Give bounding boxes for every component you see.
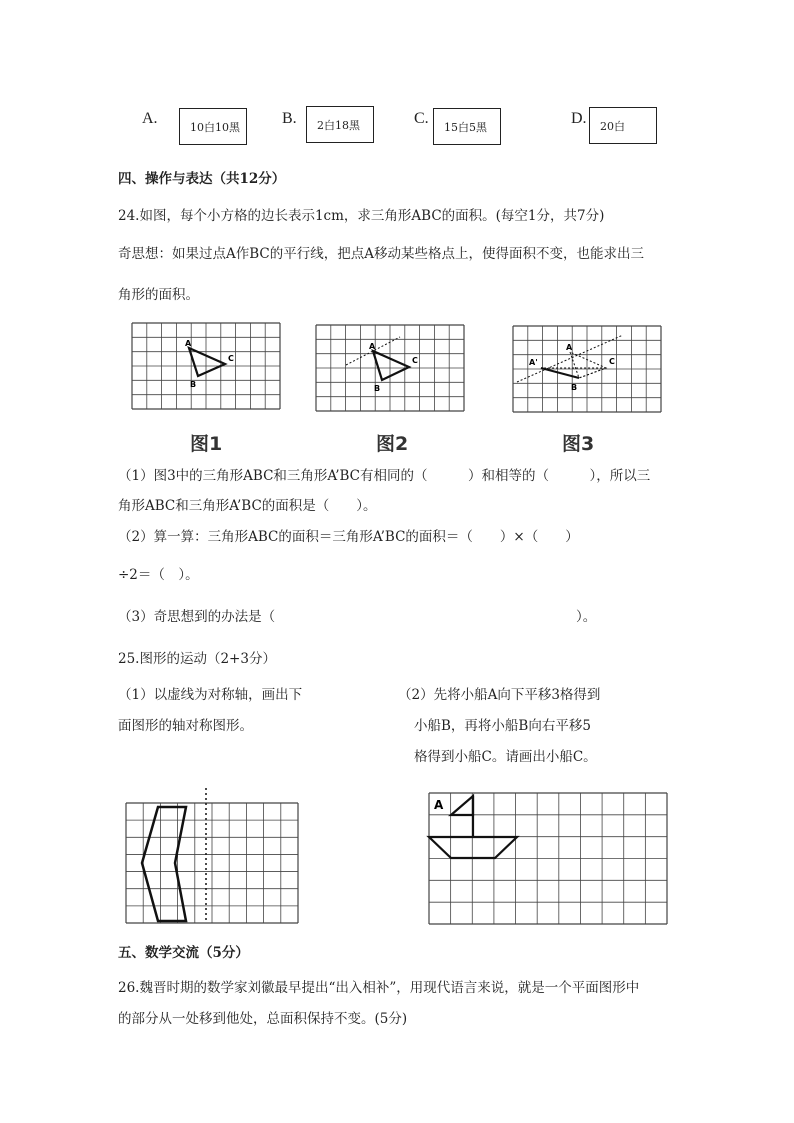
boat-a-hull bbox=[429, 837, 517, 858]
q25-part2-line1: （2）先将小船A向下平移3格得到 bbox=[398, 687, 601, 703]
boat-grid bbox=[429, 793, 667, 924]
option-b-text: 2白18黑 bbox=[317, 118, 360, 132]
option-d-text: 20白 bbox=[600, 119, 625, 133]
q25-part1-line1: （1）以虚线为对称轴，画出下 bbox=[118, 687, 303, 703]
option-a-letter: A. bbox=[142, 110, 158, 127]
q26-line1: 26.魏晋时期的数学家刘徽最早提出“出入相补”，用现代语言来说，就是一个平面图形中 bbox=[118, 980, 640, 996]
q24-sub1-line1: （1）图3中的三角形ABC和三角形A’BC有相同的（ ）和相等的（ ），所以三 bbox=[118, 468, 651, 484]
figure3-label-c: C bbox=[609, 357, 615, 366]
figure2-caption: 图2 bbox=[376, 433, 409, 455]
boat-a-label: A bbox=[434, 798, 444, 812]
figure2-triangle bbox=[373, 351, 409, 380]
figure1-label-a: A bbox=[185, 339, 192, 348]
option-b-letter: B. bbox=[282, 110, 297, 127]
option-b-box[interactable] bbox=[306, 106, 374, 143]
option-a-box[interactable] bbox=[179, 108, 247, 145]
figure2-label-c: C bbox=[412, 356, 418, 365]
option-d-letter: D. bbox=[571, 110, 587, 127]
figure1-label-b: B bbox=[190, 380, 197, 389]
option-c-text: 15白5黑 bbox=[444, 120, 487, 134]
option-a-text: 10白10黑 bbox=[190, 120, 240, 134]
q24-idea-line2: 角形的面积。 bbox=[118, 287, 199, 303]
q25-part1-line2: 面图形的轴对称图形。 bbox=[118, 718, 253, 734]
figure1-label-c: C bbox=[228, 354, 234, 363]
section4-title: 四、操作与表达（共12分） bbox=[118, 171, 286, 187]
q24-sub1-line2: 角形ABC和三角形A’BC的面积是（ ）。 bbox=[118, 498, 377, 514]
figure3-grid bbox=[513, 326, 661, 412]
q24-stem: 24.如图，每个小方格的边长表示1cm，求三角形ABC的面积。(每空1分，共7分) bbox=[118, 208, 605, 224]
figure1-caption: 图1 bbox=[190, 433, 223, 455]
symmetry-grid bbox=[126, 803, 298, 923]
q24-sub2-line1: （2）算一算：三角形ABC的面积＝三角形A’BC的面积＝（ ）×（ ） bbox=[118, 529, 579, 545]
figure3-label-b: B bbox=[571, 383, 578, 392]
figure3-caption: 图3 bbox=[562, 433, 595, 455]
figure3-triangle-abc bbox=[570, 352, 606, 378]
figure2-label-b: B bbox=[374, 384, 381, 393]
q24-sub3-right: ）。 bbox=[576, 609, 597, 625]
figure2-label-a: A bbox=[369, 342, 376, 351]
q24-sub3-left: （3）奇思想到的办法是（ bbox=[118, 609, 276, 625]
boat-a-sail bbox=[451, 796, 473, 815]
q24-sub2-line2: ÷2＝（ ）。 bbox=[118, 567, 199, 583]
figure2-grid bbox=[316, 325, 464, 411]
q25-part2-line3: 格得到小船C。请画出小船C。 bbox=[414, 749, 597, 765]
option-c-box[interactable] bbox=[433, 108, 501, 145]
symmetry-shape bbox=[142, 807, 186, 921]
q25-title: 25.图形的运动（2+3分） bbox=[118, 651, 276, 667]
section5-title: 五、数学交流（5分） bbox=[118, 945, 249, 961]
figure3-label-a: A bbox=[566, 343, 573, 352]
figure1-triangle bbox=[189, 348, 225, 376]
figure1-grid bbox=[132, 323, 280, 409]
figure3-label-a-prime: A' bbox=[529, 358, 538, 367]
q26-line2: 的部分从一处移到他处，总面积保持不变。(5分) bbox=[118, 1011, 408, 1027]
option-c-letter: C. bbox=[414, 110, 429, 127]
q24-idea-line1: 奇思想：如果过点A作BC的平行线，把点A移动某些格点上，使得面积不变，也能求出三 bbox=[118, 246, 644, 262]
option-d-box[interactable] bbox=[589, 107, 657, 144]
q25-part2-line2: 小船B，再将小船B向右平移5 bbox=[414, 718, 591, 734]
